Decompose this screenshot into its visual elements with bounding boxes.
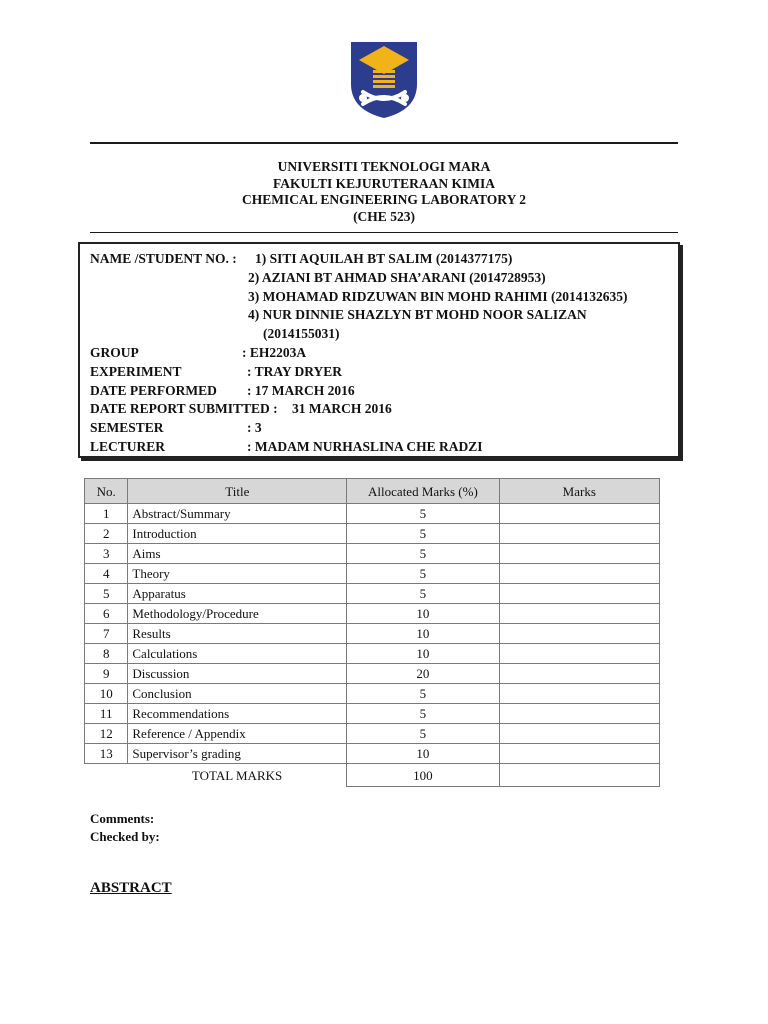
row-title: Methodology/Procedure — [128, 604, 347, 624]
row-marks[interactable] — [499, 744, 659, 764]
row-title: Apparatus — [128, 584, 347, 604]
table-row — [85, 504, 660, 524]
table-row — [85, 644, 660, 664]
group-label: GROUP — [90, 345, 139, 360]
header-no: No. — [85, 479, 128, 504]
table-row — [85, 724, 660, 744]
row-title: Results — [128, 624, 347, 644]
table-row — [85, 564, 660, 584]
row-no: 5 — [85, 584, 128, 604]
row-marks[interactable] — [499, 664, 659, 684]
total-marks-cell[interactable] — [499, 764, 659, 787]
comments-label: Comments: — [90, 811, 155, 826]
experiment-value: : TRAY DRYER — [247, 364, 343, 379]
row-marks[interactable] — [499, 604, 659, 624]
row-no: 3 — [85, 544, 128, 564]
faculty-name: FAKULTI KEJURUTERAAN KIMIA — [272, 175, 496, 191]
row-marks[interactable] — [499, 564, 659, 584]
document-heading — [90, 159, 678, 225]
row-title: Aims — [128, 544, 347, 564]
row-marks[interactable] — [499, 544, 659, 564]
row-allocated: 10 — [347, 624, 499, 644]
header-allocated: Allocated Marks (%) — [347, 479, 499, 504]
row-marks[interactable] — [499, 584, 659, 604]
row-title: Abstract/Summary — [128, 504, 347, 524]
heading-divider — [90, 232, 678, 233]
checked-by-label: Checked by: — [90, 829, 160, 844]
group-value: : EH2203A — [242, 345, 307, 360]
student-4-id: (2014155031) — [263, 326, 340, 341]
row-allocated: 5 — [347, 684, 499, 704]
table-row — [85, 524, 660, 544]
row-allocated: 10 — [347, 744, 499, 764]
row-title: Reference / Appendix — [128, 724, 347, 744]
table-row — [85, 624, 660, 644]
student-3: 3) MOHAMAD RIDZUWAN BIN MOHD RAHIMI (2014132635) — [248, 289, 628, 304]
row-no: 8 — [85, 644, 128, 664]
lecturer-label: LECTURER — [90, 439, 166, 454]
total-label: TOTAL MARKS — [191, 767, 283, 783]
lecturer-value: : MADAM NURHASLINA CHE RADZI — [247, 439, 483, 454]
table-row — [85, 684, 660, 704]
row-allocated: 10 — [347, 604, 499, 624]
row-marks[interactable] — [499, 724, 659, 744]
date-submitted-value: 31 MARCH 2016 — [292, 401, 392, 416]
table-row — [85, 584, 660, 604]
semester-value: : 3 — [247, 420, 262, 435]
row-title: Supervisor’s grading — [128, 744, 347, 764]
row-no: 2 — [85, 524, 128, 544]
row-marks[interactable] — [499, 704, 659, 724]
comments-section — [90, 810, 160, 846]
header-marks: Marks — [499, 479, 659, 504]
uitm-crest-icon — [349, 40, 419, 120]
row-allocated: 20 — [347, 664, 499, 684]
total-value: 100 — [347, 764, 499, 787]
row-allocated: 5 — [347, 504, 499, 524]
abstract-heading: ABSTRACT — [90, 880, 172, 896]
row-no: 1 — [85, 504, 128, 524]
row-marks[interactable] — [499, 684, 659, 704]
total-row — [85, 764, 660, 787]
row-allocated: 5 — [347, 584, 499, 604]
row-no: 7 — [85, 624, 128, 644]
marks-table — [84, 478, 660, 787]
row-title: Calculations — [128, 644, 347, 664]
row-allocated: 5 — [347, 524, 499, 544]
row-marks[interactable] — [499, 504, 659, 524]
row-allocated: 5 — [347, 544, 499, 564]
row-no: 12 — [85, 724, 128, 744]
row-no: 6 — [85, 604, 128, 624]
row-no: 10 — [85, 684, 128, 704]
student-1: 1) SITI AQUILAH BT SALIM (2014377175) — [255, 251, 513, 266]
table-row — [85, 544, 660, 564]
table-row — [85, 604, 660, 624]
student-4: 4) NUR DINNIE SHAZLYN BT MOHD NOOR SALIZAN — [248, 307, 587, 322]
course-name: CHEMICAL ENGINEERING LABORATORY 2 — [242, 192, 526, 207]
experiment-label: EXPERIMENT — [90, 364, 182, 379]
row-allocated: 5 — [347, 724, 499, 744]
date-submitted-label: DATE REPORT SUBMITTED : — [90, 401, 278, 416]
row-no: 4 — [85, 564, 128, 584]
semester-label: SEMESTER — [90, 420, 164, 435]
row-title: Introduction — [128, 524, 347, 544]
row-marks[interactable] — [499, 524, 659, 544]
name-label: NAME /STUDENT NO. : — [90, 251, 237, 266]
row-title: Recommendations — [128, 704, 347, 724]
date-performed-label: DATE PERFORMED — [90, 383, 217, 398]
row-allocated: 10 — [347, 644, 499, 664]
university-name: UNIVERSITI TEKNOLOGI MARA — [277, 159, 491, 174]
row-title: Theory — [128, 564, 347, 584]
table-row — [85, 664, 660, 684]
table-header-row — [85, 479, 660, 504]
row-no: 9 — [85, 664, 128, 684]
top-divider — [90, 142, 678, 144]
row-allocated: 5 — [347, 704, 499, 724]
student-2: 2) AZIANI BT AHMAD SHA’ARANI (2014728953) — [248, 270, 546, 285]
row-no: 13 — [85, 744, 128, 764]
table-row — [85, 704, 660, 724]
total-spacer — [85, 764, 128, 787]
course-code: (CHE 523) — [353, 208, 415, 224]
date-performed-value: : 17 MARCH 2016 — [247, 383, 355, 398]
table-row — [85, 744, 660, 764]
row-marks[interactable] — [499, 644, 659, 664]
header-title: Title — [128, 479, 347, 504]
row-title: Conclusion — [128, 684, 347, 704]
row-no: 11 — [85, 704, 128, 724]
row-title: Discussion — [128, 664, 347, 684]
row-allocated: 5 — [347, 564, 499, 584]
student-info-box — [78, 242, 680, 458]
row-marks[interactable] — [499, 624, 659, 644]
